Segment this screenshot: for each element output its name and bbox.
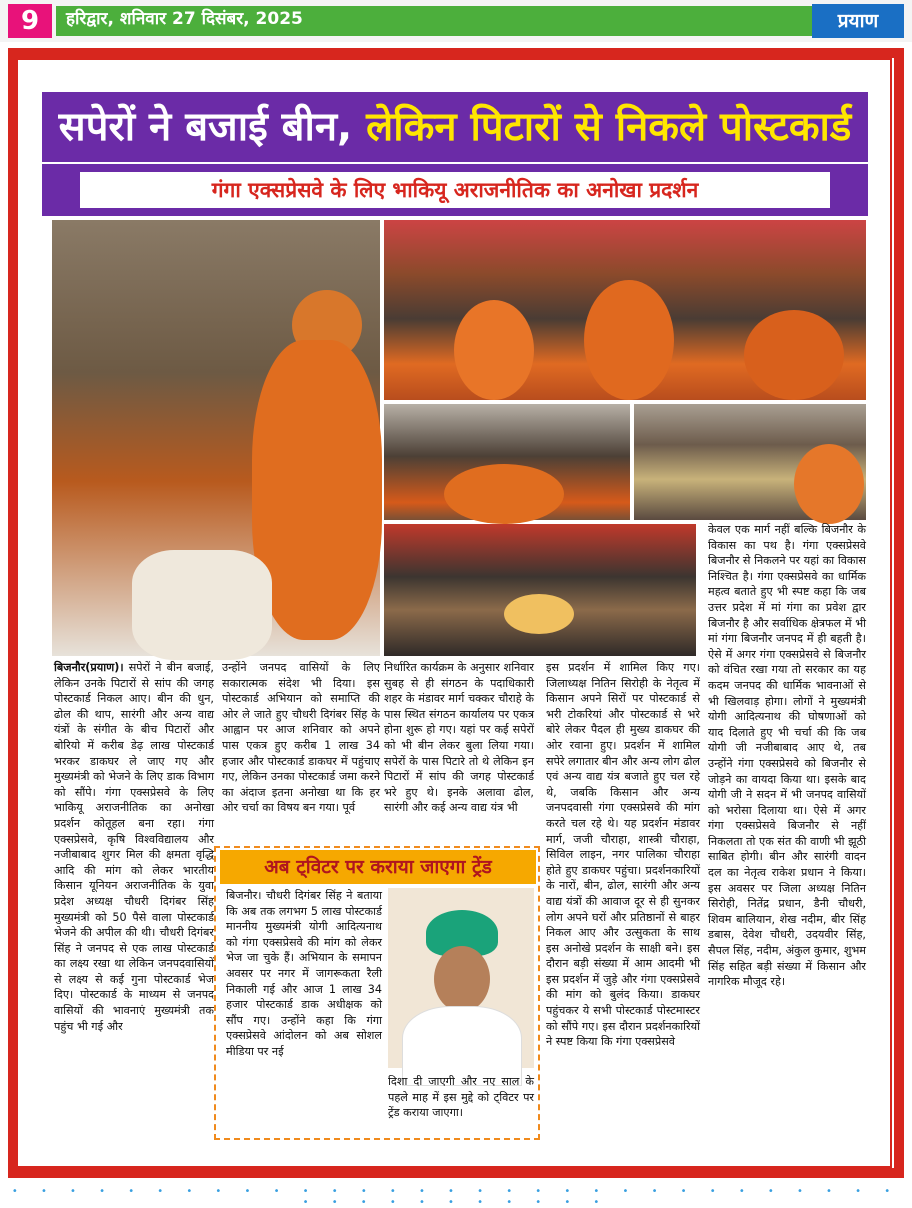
article-dateline: बिजनौर(प्रयाण)। bbox=[54, 661, 124, 674]
subheadline: गंगा एक्सप्रेसवे के लिए भाकियू अराजनीतिक का अनोखा प्रदर्शन bbox=[80, 172, 830, 208]
basket-shape bbox=[504, 594, 574, 634]
headline bbox=[42, 92, 868, 162]
figure-shape bbox=[584, 280, 674, 400]
sidebar-box-text-tail: दिशा दी जाएगी और नए साल के पहले माह में इस मुद्दे को ट्विटर पर ट्रेंड कराया जाएगा। bbox=[388, 1075, 534, 1120]
figure-shape bbox=[444, 464, 564, 524]
article-column-1 bbox=[54, 660, 214, 1140]
face-shape bbox=[434, 946, 490, 1012]
article-column-2: उन्होंने जनपद वासियों के लिए सकारात्मक संदेश भी दिया। इस पोस्टकार्ड अभियान को समाप्ति की ओर ले जाते हुए चौधरी दिगंबर सिंह के आह्वान पर आज शनिवार को अपने पास एकत्र हुए करीब 1 लाख 34 हजार और पोस्टकार्ड डाकघर में पहुंचाए गए, लेकिन उनका पोस्टकार्ड जमा करने का अंदाज इतना अनोखा था कि हर ओर चर्चा का विषय बन गया। पूर्व bbox=[222, 661, 380, 815]
figure-shape bbox=[454, 300, 534, 400]
page-header bbox=[0, 0, 912, 42]
headline-part-2: लेकिन पिटारों से निकले पोस्टकार्ड bbox=[366, 104, 852, 150]
subheadline-band bbox=[42, 164, 868, 216]
photo-snake-charmer bbox=[52, 220, 380, 656]
brand-logo: प्रयाण bbox=[812, 4, 904, 38]
article-column-3: निर्धारित कार्यक्रम के अनुसार शनिवार सुबह से ही संगठन के पदाधिकारी शहर के मंडावर मार्ग चक्कर चौराहे के पास स्थित संगठन कार्यालय पर एकत्र होना शुरू हो गए। यहां पर कई सपेरों को भी बीन लेकर बुला लिया गया। सपेरों के पास पिटारे तो थे लेकिन इन पिटारों में सांप की जगह पोस्टकार्ड भरे हुए थे। इनके अलावा ढोल, सारंगी और कई अन्य वाद्य यंत्र भी bbox=[384, 661, 534, 815]
photo-crowd-right bbox=[634, 404, 866, 520]
photo-postcards-handover bbox=[384, 524, 696, 656]
headline-part-1: सपेरों ने बजाई बीन, bbox=[58, 104, 353, 150]
footer-dots: • • • • • • • • • • • • • • • • • • • • • • • • • • • • • • • • • • • • • • • • • • bbox=[11, 1186, 901, 1208]
sidebar-box-text: बिजनौर। चौधरी दिगंबर सिंह ने बताया कि अब तक लगभग 5 लाख पोस्टकार्ड माननीय मुख्यमंत्री योगी आदित्यनाथ को गंगा एक्सप्रेसवे की मांग को लेकर भेज जा चुके हैं। अभियान के समापन अवसर पर नगर में जागरूकता रैली निकाली गई और आज 1 लाख 34 हजार पोस्टकार्ड डाक अधीक्षक को सौंप गए। उन्होंने कहा कि गंगा एक्सप्रेसवे आंदोलन को अब सोशल मीडिया पर नई bbox=[226, 889, 382, 1058]
page-number: 9 bbox=[8, 4, 52, 38]
article-column-4: इस प्रदर्शन में शामिल किए गए। जिलाध्यक्ष नितिन सिरोही के नेतृत्व में किसान अपने सिरों पर पोस्टकार्ड से भरी टोकरियां और पोस्टकार्ड से भरे बोरे लेकर पैदल ही मुख्य डाकघर की ओर रवाना हुए। प्रदर्शन में शामिल सपेरे लगातार बीन और अन्य लोग ढोल एवं अन्य वाद्य यंत्र बजाते हुए चल रहे थे, जबकि किसान और अन्य जनपदवासी गंगा एक्सप्रेसवे की मांग करते चल रहे थे। यह प्रदर्शन मंडावर मार्ग, जजी चौराहा, शास्त्री चौराहा, सिविल लाइन, नगर पालिका चौराहा होते हुए डाकघर पहुंचा। प्रदर्शनकारियों के नारों, बीन, ढोल, सारंगी और अन्य वाद्य यंत्रों की आवाज दूर से ही सुनकर लोग अपने घरों और प्रतिष्ठानों से बाहर निकल आए और उत्सुकता के साथ इस अनोखे प्रदर्शन के साक्षी बने। इस दौरान बड़ी संख्या में आम आदमी भी इस प्रदर्शन में जुड़े और गंगा एक्सप्रेसवे की मांग को बुलंद किया। डाकघर पहुंचकर ये सभी पोस्टकार्ड पोस्टमास्टर को सौंपे गए। इस दौरान प्रदर्शनकारियों ने स्पष्ट किया कि गंगा एक्सप्रेसवे bbox=[546, 661, 700, 1049]
article-text-1: सपेरों ने बीन बजाई, लेकिन उनके पिटारों से सांप की जगह पोस्टकार्ड निकल आए। बीन की धुन, ढोल की थाप, सारंगी और अन्य वाद्य यंत्रों के संगीत के बीच पिटारों और बोरियो में करीब डेढ़ लाख पोस्टकार्ड भरकर डाकघर ले जाए गए और मुख्यमंत्री को भेजने के लिए डाक विभाग को सौंपे। गंगा एक्सप्रेसवे के लिए भाकियू अराजनीतिक का अनोखा प्रदर्शन कोतूहल बना रहा। गंगा एक्सप्रेसवे, कृषि विश्वविद्यालय और नजीबाबाद शुगर मिल की क्षमता वृद्धि आदि की मांग को लेकर भारतीय किसान यूनियन अराजनीतिक के युवा प्रदेश अध्यक्ष चौधरी दिगंबर सिंह मुख्यमंत्री को 50 पैसे वाला पोस्टकार्ड भेजने की अपील की थी। चौधरी दिगंबर सिंह ने जनपद से एक लाख पोस्टकार्ड का लक्ष्य रखा था लेकिन जनपदवासियों से लक्ष्य से कई गुना पोस्टकार्ड भेज दिए। पोस्टकार्ड के माध्यम से जनपद वासियों की भावनाएं मुख्यमंत्री तक पहुंच भी गई और bbox=[54, 661, 214, 1033]
photo-procession bbox=[384, 220, 866, 400]
figure-shape bbox=[744, 310, 844, 400]
sidebar-box-title: अब ट्विटर पर कराया जाएगा ट्रेंड bbox=[220, 850, 536, 884]
sack-shape bbox=[132, 550, 272, 660]
figure-shape bbox=[794, 444, 864, 524]
portrait-photo bbox=[388, 888, 534, 1068]
article-column-5: केवल एक मार्ग नहीं बल्कि बिजनौर के विकास का पथ है। गंगा एक्सप्रेसवे बिजनौर से निकलने पर यहां का विकास निश्चित है। गंगा एक्सप्रेसवे का धार्मिक महत्व बताते हुए भी स्पष्ट कहा कि जब उत्तर प्रदेश में मां गंगा का प्रवेश द्वार बिजनौर है और सर्वाधिक क्षेत्रफल में भी मां गंगा बिजनौर जनपद में ही बहती है। ऐसे में अगर गंगा एक्सप्रेसवे से बिजनौर को वंचित रखा गया तो सरकार का यह कदम जनपद की धार्मिक भावनाओं से भी खिलवाड़ होगा। लोगों ने मुख्यमंत्री योगी आदित्यनाथ की घोषणाओं को याद दिलाते हुए भी चर्चा की कि जब योगी जी नजीबाबाद आए थे, तब उन्होंने गंगा एक्सप्रेसवे को बिजनौर से जोड़ने का वायदा किया था। इसके बाद योगी जी ने सदन में भी जनपद वासियों को भरोसा दिलाया था। ऐसे में अगर गंगा एक्सप्रेसवे बिजनौर से नहीं निकलता तो एक संत की वाणी भी झूठी साबित होगी। बीन और सारंगी वादन दल का नेतृत्व राकेश प्रधान ने किया। इस अवसर पर जिला अध्यक्ष नितिन सिरोही, नितेंद्र प्रधान, डैनी चौधरी, शिवम बालियान, शेख नदीम, बीर सिंह डबास, देवेश चौधरी, उदयवीर सिंह, सैपल सिंह, नदीम, अंकुल कुमार, शुभम सिंह सहित बड़ी संख्या में किसान और नागरिक मौजूद रहे। bbox=[708, 523, 866, 989]
photo-crowd-left bbox=[384, 404, 630, 520]
dateline: हरिद्वार, शनिवार 27 दिसंबर, 2025 bbox=[66, 9, 303, 29]
